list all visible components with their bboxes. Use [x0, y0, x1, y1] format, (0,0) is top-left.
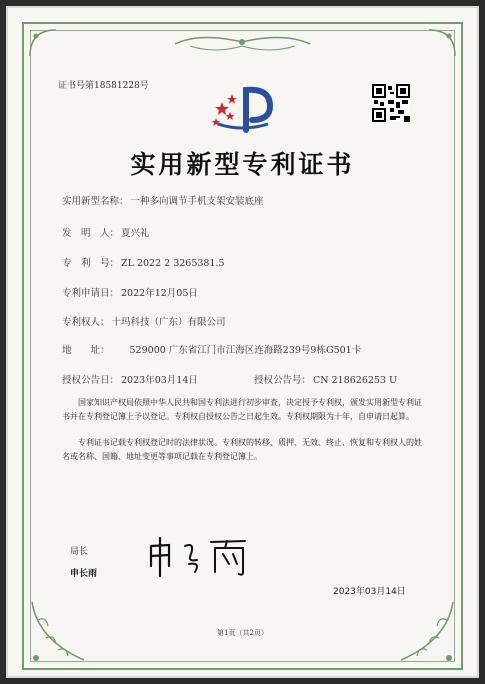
qr-code-icon: [372, 84, 410, 122]
certificate-number: 证书号第18581228号: [58, 81, 149, 91]
field-value: 十玛科技（广东）有限公司: [111, 317, 226, 328]
field-value: CN 218626253 U: [313, 375, 398, 386]
field-value: ZL 2022 2 3265381.5: [121, 258, 225, 269]
field-patent-number: [62, 255, 225, 269]
field-value: 一种多向调节手机支架安装底座: [130, 196, 264, 207]
certificate-title: 实用新型专利证书: [130, 150, 355, 179]
field-value: 2022年12月05日: [121, 288, 198, 299]
corner-ornament-icon: [28, 28, 58, 58]
grant-statement-paragraph: 国家知识产权局依照中华人民共和国专利法进行初步审查，决定授予专利权，颁发实用新型专利证书并在专利登记簿上予以登记。专利权自授权公告之日起生效。专利权期限为十年，自申请日起算。: [62, 398, 422, 421]
field-address: [62, 342, 361, 356]
issue-date: 2023年03月14日: [333, 587, 406, 597]
field-label: 发 明 人：: [62, 228, 120, 239]
cnipa-logo-icon: [208, 80, 282, 138]
field-label: 地 址：: [62, 345, 110, 356]
field-value: 529000 广东省江门市江海区连海路239号9栋G501卡: [129, 345, 362, 356]
top-ornament-icon: [170, 32, 315, 54]
field-label: 专利权人：: [62, 317, 110, 328]
page-number: 第1页（共2页）: [217, 629, 268, 637]
field-label: 专 利 号：: [62, 258, 120, 269]
field-grant-date: [62, 372, 198, 386]
field-utility-name: [62, 193, 264, 207]
director-signature: [145, 532, 255, 580]
field-value: 夏兴礼: [121, 228, 150, 239]
corner-ornament-icon: [427, 28, 457, 58]
field-value: 2023年03月14日: [121, 375, 198, 386]
director-title: 局长: [70, 547, 89, 557]
field-label: 授权公告日：: [62, 375, 120, 386]
field-label: 专利申请日：: [62, 288, 120, 299]
field-patentee: [62, 314, 226, 328]
field-label: 授权公告号：: [254, 375, 312, 386]
field-label: 实用新型名称：: [62, 196, 129, 207]
field-grant-number: [254, 372, 397, 386]
field-inventor: [62, 225, 150, 239]
field-filing-date: [62, 285, 198, 299]
director-name: 申长雨: [70, 569, 98, 579]
legal-status-paragraph: 专利证书记载专利权登记时的法律状况。专利权的转移、质押、无效、终止、恢复和专利权人的姓名或名称、国籍、地址变更等事项记载在专利登记簿上。: [62, 438, 422, 461]
